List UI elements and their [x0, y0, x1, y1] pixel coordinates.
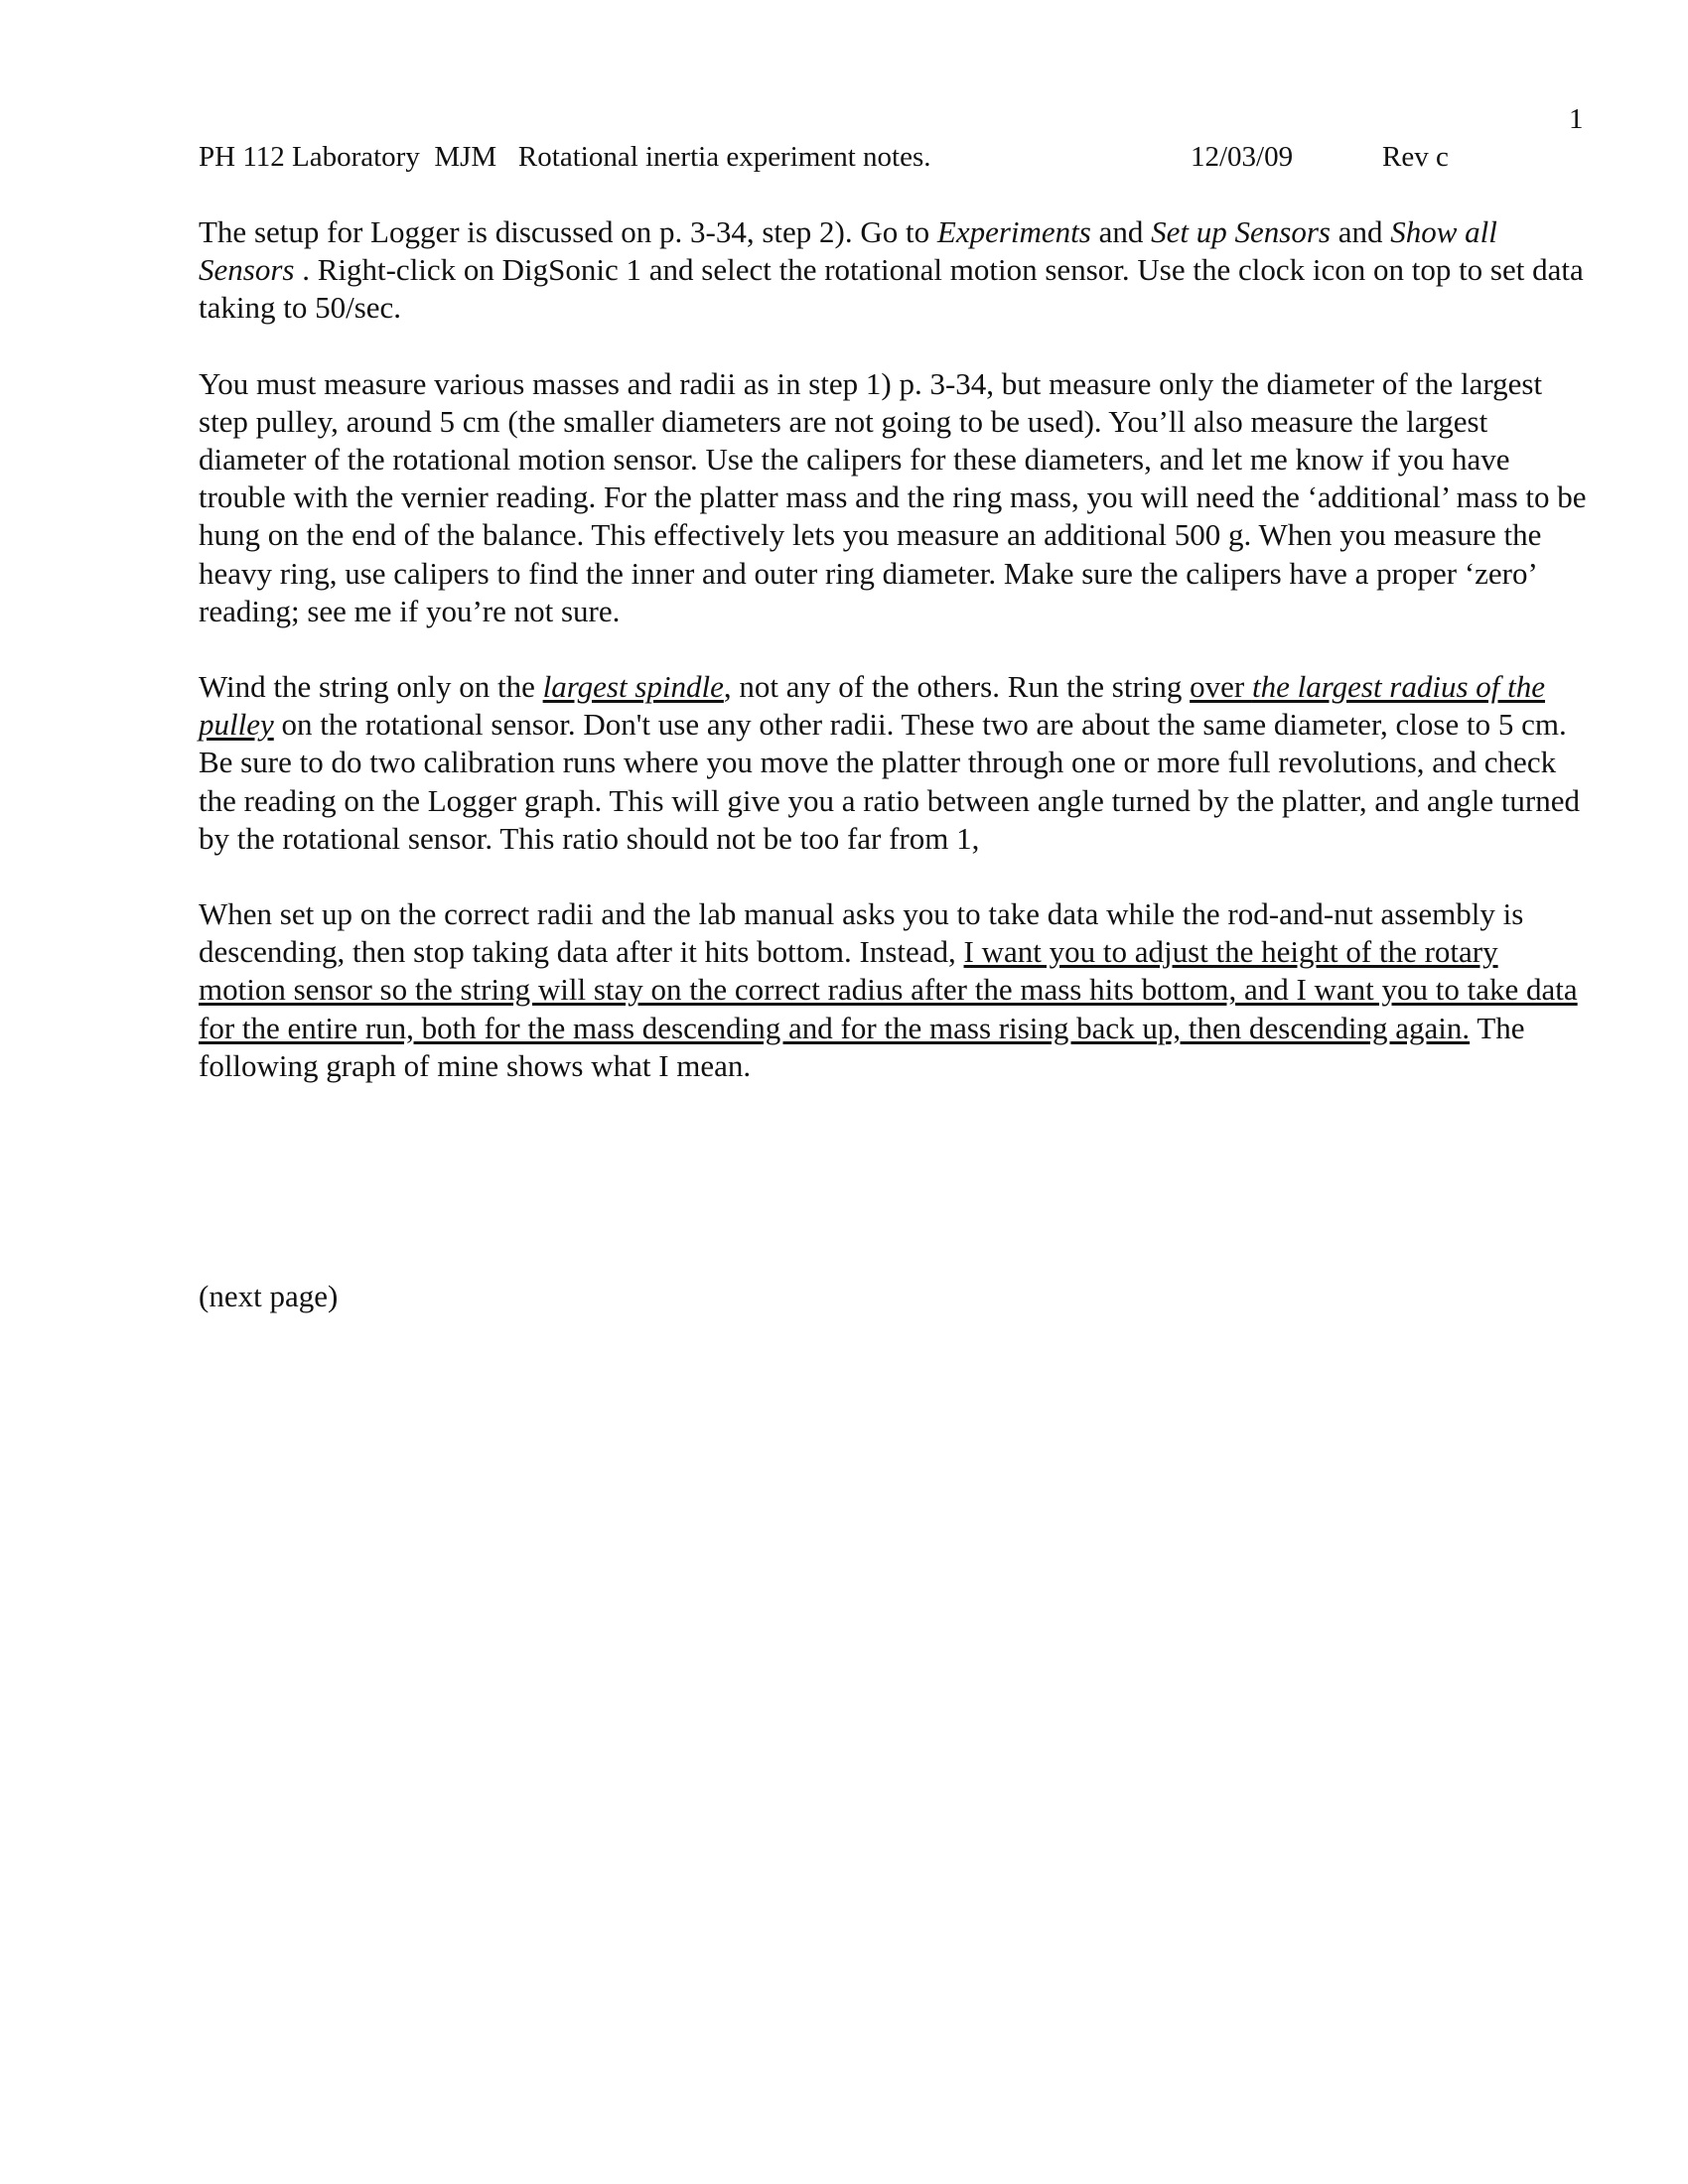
italic-experiments: Experiments — [936, 214, 1091, 249]
italic-largest-radius: the largest radius of the pulley — [199, 669, 1546, 743]
text-run: and — [1090, 214, 1152, 249]
text-run: Wind the string only on the — [199, 669, 543, 705]
document-date: 12/03/09 — [1191, 141, 1294, 173]
document-body — [199, 213, 1589, 1123]
next-page-note: (next page) — [199, 1279, 339, 1313]
text-run: over — [1190, 669, 1252, 705]
paragraph-measurements: You must measure various masses and radii as in step 1) p. 3-34, but measure only the diameter of the largest step pulley, around 5 cm (the smaller diameters are not going to be used). You’ll also measure the largest diameter of the rotational motion sensor. Use the calipers for these diameters, and let me know if you have trouble with the vernier reading. For the platter mass and the ring mass, you will need the ‘additional’ mass to be hung on the end of the balance. This effectively lets you measure an additional 500 g. When you measure the heavy ring, use calipers to find the inner and outer ring diameter. Make sure the calipers have a proper ‘zero’ reading; see me if you’re not sure. — [199, 365, 1587, 628]
paragraph-string-winding — [199, 668, 1589, 858]
text-run: on the rotational sensor. Don't use any other radii. These two are about the same diameter, close to 5 cm. Be sure to do two calibration runs where you move the platter through one or more full revolutions, and check the reading on the Logger graph. This will give you a ratio between angle turned by the platter, and angle turned by the rotational sensor. This ratio should not be too far from 1, — [199, 707, 1581, 856]
underlined-instructions: I want you to adjust the height of the rotary motion sensor so the string will stay on the correct radius after the mass hits bottom, and I want you to take data for the entire run, both for the mass descending and for the mass rising back up, then descending again. — [199, 934, 1578, 1045]
underlined-largest-spindle: largest spindle — [542, 669, 724, 705]
text-run: The following graph of mine shows what I mean. — [199, 1010, 1525, 1083]
revision-label: Rev c — [1382, 141, 1449, 173]
course-title: PH 112 Laboratory MJM Rotational inertia experiment notes. — [199, 141, 931, 173]
paragraph-logger-setup — [199, 213, 1589, 328]
italic-set-up-sensors: Set up Sensors — [1151, 214, 1331, 249]
italic-show-all-sensors: Show all Sensors — [199, 214, 1497, 288]
text-run: , not any of the others. Run the string — [723, 669, 1191, 705]
text-run: and — [1330, 214, 1391, 249]
paragraph-data-taking — [199, 895, 1589, 1085]
page-number: 1 — [1569, 103, 1584, 135]
text-run: When set up on the correct radii and the lab manual asks you to take data while the rod-and-nut assembly is descending, then stop taking data after it hits bottom. Instead, — [199, 896, 1524, 970]
text-run: The setup for Logger is discussed on p. 3-34, step 2). Go to — [199, 214, 937, 249]
text-run: . Right-click on DigSonic 1 and select the rotational motion sensor. Use the clock icon on top to set data taking to 50/sec. — [199, 252, 1584, 326]
